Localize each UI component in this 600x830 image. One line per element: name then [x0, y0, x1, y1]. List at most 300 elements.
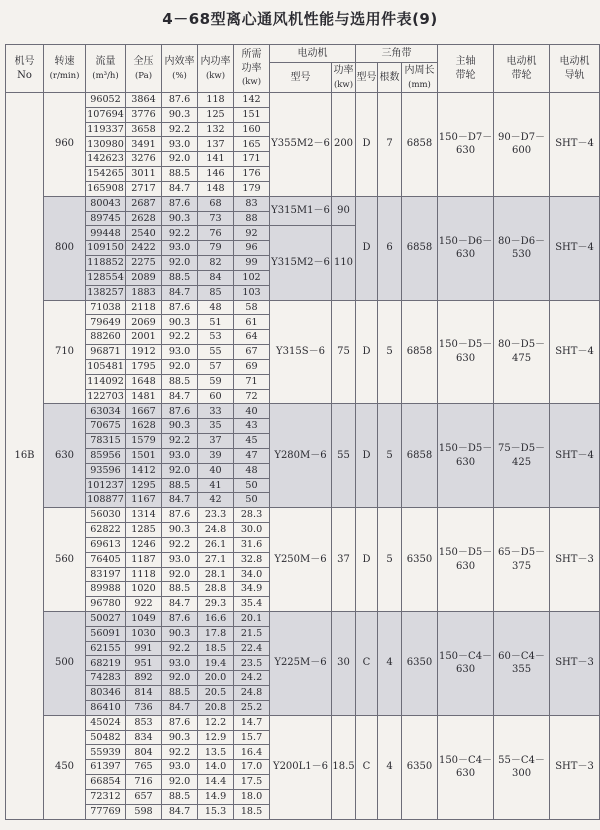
main-pulley-cell: 150－C4－ 630 [438, 611, 494, 715]
motor-pulley-cell: 65－D5－ 375 [494, 508, 550, 612]
flow-cell: 80043 [86, 196, 126, 211]
motor-power-cell: 110 [332, 226, 356, 300]
pressure-cell: 3276 [126, 152, 162, 167]
required-power-cell: 28.3 [234, 508, 270, 523]
pressure-cell: 922 [126, 597, 162, 612]
efficiency-cell: 88.5 [162, 167, 198, 182]
internal-power-cell: 48 [198, 300, 234, 315]
internal-power-cell: 23.3 [198, 508, 234, 523]
efficiency-cell: 88.5 [162, 789, 198, 804]
pressure-cell: 736 [126, 700, 162, 715]
required-power-cell: 58 [234, 300, 270, 315]
required-power-cell: 40 [234, 404, 270, 419]
motor-model-cell: Y315M1－6 [270, 196, 332, 226]
required-power-cell: 23.5 [234, 656, 270, 671]
col-header-internal-power: 内功率 (kw) [198, 45, 234, 93]
efficiency-cell: 84.7 [162, 285, 198, 300]
required-power-cell: 14.7 [234, 715, 270, 730]
flow-cell: 72312 [86, 789, 126, 804]
col-header-internal-efficiency: 内效率 (%) [162, 45, 198, 93]
motor-power-cell: 30 [332, 611, 356, 715]
internal-power-cell: 18.5 [198, 641, 234, 656]
required-power-cell: 22.4 [234, 641, 270, 656]
efficiency-cell: 87.6 [162, 508, 198, 523]
belt-length-cell: 6858 [402, 93, 438, 197]
pressure-cell: 2069 [126, 315, 162, 330]
internal-power-cell: 84 [198, 270, 234, 285]
main-pulley-cell: 150－D7－ 630 [438, 93, 494, 197]
pressure-cell: 2628 [126, 211, 162, 226]
internal-power-cell: 28.1 [198, 567, 234, 582]
col-header-belt-type: 型号 [356, 63, 378, 93]
required-power-cell: 99 [234, 256, 270, 271]
internal-power-cell: 125 [198, 107, 234, 122]
pressure-cell: 1030 [126, 626, 162, 641]
internal-power-cell: 51 [198, 315, 234, 330]
pressure-cell: 1883 [126, 285, 162, 300]
flow-cell: 76405 [86, 552, 126, 567]
required-power-cell: 71 [234, 374, 270, 389]
flow-cell: 85956 [86, 448, 126, 463]
efficiency-cell: 87.6 [162, 300, 198, 315]
belt-count-cell: 5 [378, 300, 402, 404]
efficiency-cell: 87.6 [162, 196, 198, 211]
internal-power-cell: 12.2 [198, 715, 234, 730]
internal-power-cell: 33 [198, 404, 234, 419]
internal-power-cell: 55 [198, 345, 234, 360]
efficiency-cell: 84.7 [162, 389, 198, 404]
required-power-cell: 16.4 [234, 745, 270, 760]
flow-cell: 105481 [86, 359, 126, 374]
required-power-cell: 92 [234, 226, 270, 241]
efficiency-cell: 92.2 [162, 745, 198, 760]
belt-count-cell: 4 [378, 715, 402, 819]
internal-power-cell: 137 [198, 137, 234, 152]
internal-power-cell: 19.4 [198, 656, 234, 671]
internal-power-cell: 14.0 [198, 760, 234, 775]
col-header-motor-model: 型号 [270, 63, 332, 93]
motor-model-cell: Y315S－6 [270, 300, 332, 404]
flow-cell: 107694 [86, 107, 126, 122]
efficiency-cell: 92.0 [162, 152, 198, 167]
efficiency-cell: 88.5 [162, 270, 198, 285]
pressure-cell: 3864 [126, 93, 162, 108]
flow-cell: 96780 [86, 597, 126, 612]
pressure-cell: 1501 [126, 448, 162, 463]
speed-cell: 500 [44, 611, 86, 715]
flow-cell: 71038 [86, 300, 126, 315]
motor-model-cell: Y355M2－6 [270, 93, 332, 197]
required-power-cell: 47 [234, 448, 270, 463]
efficiency-cell: 92.2 [162, 122, 198, 137]
col-header-required-power: 所需 功率 (kw) [234, 45, 270, 93]
main-pulley-cell: 150－C4－ 630 [438, 715, 494, 819]
required-power-cell: 61 [234, 315, 270, 330]
pressure-cell: 1167 [126, 493, 162, 508]
required-power-cell: 176 [234, 167, 270, 182]
speed-cell: 450 [44, 715, 86, 819]
pressure-cell: 3491 [126, 137, 162, 152]
motor-rail-cell: SHT－3 [550, 508, 600, 612]
motor-rail-cell: SHT－4 [550, 196, 600, 300]
motor-rail-cell: SHT－3 [550, 611, 600, 715]
flow-cell: 50027 [86, 611, 126, 626]
required-power-cell: 48 [234, 463, 270, 478]
required-power-cell: 103 [234, 285, 270, 300]
flow-cell: 45024 [86, 715, 126, 730]
required-power-cell: 17.5 [234, 775, 270, 790]
pressure-cell: 2089 [126, 270, 162, 285]
speed-cell: 560 [44, 508, 86, 612]
internal-power-cell: 17.8 [198, 626, 234, 641]
internal-power-cell: 20.0 [198, 671, 234, 686]
pressure-cell: 1187 [126, 552, 162, 567]
motor-model-cell: Y315M2－6 [270, 226, 332, 300]
flow-cell: 128554 [86, 270, 126, 285]
efficiency-cell: 93.0 [162, 137, 198, 152]
required-power-cell: 151 [234, 107, 270, 122]
required-power-cell: 67 [234, 345, 270, 360]
efficiency-cell: 92.0 [162, 256, 198, 271]
pressure-cell: 2422 [126, 241, 162, 256]
pressure-cell: 765 [126, 760, 162, 775]
efficiency-cell: 88.5 [162, 374, 198, 389]
efficiency-cell: 84.7 [162, 597, 198, 612]
pressure-cell: 1628 [126, 419, 162, 434]
internal-power-cell: 132 [198, 122, 234, 137]
flow-cell: 77769 [86, 804, 126, 819]
table-row [6, 404, 600, 419]
efficiency-cell: 90.3 [162, 107, 198, 122]
flow-cell: 118852 [86, 256, 126, 271]
belt-length-cell: 6350 [402, 611, 438, 715]
pressure-cell: 1795 [126, 359, 162, 374]
efficiency-cell: 84.7 [162, 493, 198, 508]
internal-power-cell: 39 [198, 448, 234, 463]
table-row [6, 611, 600, 626]
motor-pulley-cell: 55－C4－ 300 [494, 715, 550, 819]
flow-cell: 66854 [86, 775, 126, 790]
speed-cell: 800 [44, 196, 86, 300]
pressure-cell: 991 [126, 641, 162, 656]
col-header-motor-rail: 电动机 导轨 [550, 45, 600, 93]
flow-cell: 62155 [86, 641, 126, 656]
internal-power-cell: 42 [198, 493, 234, 508]
flow-cell: 80346 [86, 686, 126, 701]
motor-power-cell: 18.5 [332, 715, 356, 819]
col-header-motor-power: 功率 (kw) [332, 63, 356, 93]
main-pulley-cell: 150－D5－ 630 [438, 404, 494, 508]
belt-length-cell: 6858 [402, 196, 438, 300]
motor-rail-cell: SHT－3 [550, 715, 600, 819]
table-row [6, 715, 600, 730]
required-power-cell: 24.2 [234, 671, 270, 686]
flow-cell: 70675 [86, 419, 126, 434]
pressure-cell: 853 [126, 715, 162, 730]
belt-count-cell: 4 [378, 611, 402, 715]
pressure-cell: 892 [126, 671, 162, 686]
pressure-cell: 1285 [126, 523, 162, 538]
required-power-cell: 20.1 [234, 611, 270, 626]
flow-cell: 69613 [86, 537, 126, 552]
required-power-cell: 83 [234, 196, 270, 211]
flow-cell: 109150 [86, 241, 126, 256]
pressure-cell: 951 [126, 656, 162, 671]
efficiency-cell: 90.3 [162, 315, 198, 330]
required-power-cell: 35.4 [234, 597, 270, 612]
pressure-cell: 2001 [126, 330, 162, 345]
table-row [6, 300, 600, 315]
pressure-cell: 3011 [126, 167, 162, 182]
flow-cell: 119337 [86, 122, 126, 137]
flow-cell: 68219 [86, 656, 126, 671]
pressure-cell: 2717 [126, 181, 162, 196]
motor-model-cell: Y200L1－6 [270, 715, 332, 819]
pressure-cell: 1667 [126, 404, 162, 419]
efficiency-cell: 93.0 [162, 448, 198, 463]
internal-power-cell: 24.8 [198, 523, 234, 538]
pressure-cell: 1481 [126, 389, 162, 404]
internal-power-cell: 13.5 [198, 745, 234, 760]
flow-cell: 101237 [86, 478, 126, 493]
motor-pulley-cell: 90－D7－ 600 [494, 93, 550, 197]
flow-cell: 62822 [86, 523, 126, 538]
motor-power-cell: 55 [332, 404, 356, 508]
internal-power-cell: 37 [198, 434, 234, 449]
efficiency-cell: 92.0 [162, 567, 198, 582]
internal-power-cell: 20.8 [198, 700, 234, 715]
required-power-cell: 21.5 [234, 626, 270, 641]
internal-power-cell: 59 [198, 374, 234, 389]
internal-power-cell: 141 [198, 152, 234, 167]
efficiency-cell: 88.5 [162, 478, 198, 493]
efficiency-cell: 90.3 [162, 626, 198, 641]
internal-power-cell: 26.1 [198, 537, 234, 552]
belt-count-cell: 5 [378, 508, 402, 612]
required-power-cell: 24.8 [234, 686, 270, 701]
pressure-cell: 814 [126, 686, 162, 701]
belt-count-cell: 5 [378, 404, 402, 508]
required-power-cell: 142 [234, 93, 270, 108]
flow-cell: 114092 [86, 374, 126, 389]
efficiency-cell: 92.2 [162, 537, 198, 552]
pressure-cell: 1020 [126, 582, 162, 597]
required-power-cell: 102 [234, 270, 270, 285]
pressure-cell: 834 [126, 730, 162, 745]
internal-power-cell: 41 [198, 478, 234, 493]
motor-power-cell: 75 [332, 300, 356, 404]
required-power-cell: 171 [234, 152, 270, 167]
motor-model-cell: Y225M－6 [270, 611, 332, 715]
motor-pulley-cell: 75－D5－ 425 [494, 404, 550, 508]
required-power-cell: 165 [234, 137, 270, 152]
pressure-cell: 1579 [126, 434, 162, 449]
motor-model-cell: Y280M－6 [270, 404, 332, 508]
efficiency-cell: 92.2 [162, 434, 198, 449]
flow-cell: 96052 [86, 93, 126, 108]
col-header-motor-pulley: 电动机 带轮 [494, 45, 550, 93]
motor-power-cell: 90 [332, 196, 356, 226]
internal-power-cell: 82 [198, 256, 234, 271]
flow-cell: 142623 [86, 152, 126, 167]
required-power-cell: 34.0 [234, 567, 270, 582]
pressure-cell: 2687 [126, 196, 162, 211]
flow-cell: 99448 [86, 226, 126, 241]
flow-cell: 50482 [86, 730, 126, 745]
motor-rail-cell: SHT－4 [550, 93, 600, 197]
efficiency-cell: 93.0 [162, 552, 198, 567]
flow-cell: 61397 [86, 760, 126, 775]
motor-rail-cell: SHT－4 [550, 404, 600, 508]
internal-power-cell: 16.6 [198, 611, 234, 626]
required-power-cell: 50 [234, 478, 270, 493]
col-header-belt-length: 内周长 (mm) [402, 63, 438, 93]
page-title: 4－68型离心通风机性能与选用件表(9) [162, 10, 438, 28]
required-power-cell: 160 [234, 122, 270, 137]
pressure-cell: 3776 [126, 107, 162, 122]
flow-cell: 138257 [86, 285, 126, 300]
internal-power-cell: 12.9 [198, 730, 234, 745]
efficiency-cell: 90.3 [162, 523, 198, 538]
required-power-cell: 18.5 [234, 804, 270, 819]
flow-cell: 74283 [86, 671, 126, 686]
flow-cell: 89745 [86, 211, 126, 226]
belt-length-cell: 6858 [402, 300, 438, 404]
efficiency-cell: 92.0 [162, 359, 198, 374]
internal-power-cell: 15.3 [198, 804, 234, 819]
required-power-cell: 64 [234, 330, 270, 345]
efficiency-cell: 88.5 [162, 686, 198, 701]
main-pulley-cell: 150－D5－ 630 [438, 508, 494, 612]
efficiency-cell: 84.7 [162, 700, 198, 715]
main-pulley-cell: 150－D6－ 630 [438, 196, 494, 300]
col-header-belt-count: 根数 [378, 63, 402, 93]
efficiency-cell: 87.6 [162, 404, 198, 419]
col-header-speed: 转速 (r/min) [44, 45, 86, 93]
flow-cell: 56030 [86, 508, 126, 523]
internal-power-cell: 79 [198, 241, 234, 256]
flow-cell: 56091 [86, 626, 126, 641]
required-power-cell: 25.2 [234, 700, 270, 715]
pressure-cell: 3658 [126, 122, 162, 137]
pressure-cell: 1412 [126, 463, 162, 478]
efficiency-cell: 92.0 [162, 463, 198, 478]
belt-type-cell: C [356, 715, 378, 819]
efficiency-cell: 93.0 [162, 241, 198, 256]
pressure-cell: 1912 [126, 345, 162, 360]
required-power-cell: 69 [234, 359, 270, 374]
required-power-cell: 30.0 [234, 523, 270, 538]
pressure-cell: 1295 [126, 478, 162, 493]
internal-power-cell: 40 [198, 463, 234, 478]
internal-power-cell: 57 [198, 359, 234, 374]
col-header-v-belt: 三角带 [356, 45, 438, 63]
efficiency-cell: 92.2 [162, 226, 198, 241]
internal-power-cell: 29.3 [198, 597, 234, 612]
speed-cell: 960 [44, 93, 86, 197]
belt-type-cell: C [356, 611, 378, 715]
flow-cell: 83197 [86, 567, 126, 582]
efficiency-cell: 90.3 [162, 730, 198, 745]
flow-cell: 86410 [86, 700, 126, 715]
pressure-cell: 1118 [126, 567, 162, 582]
belt-count-cell: 7 [378, 93, 402, 197]
pressure-cell: 1314 [126, 508, 162, 523]
internal-power-cell: 20.5 [198, 686, 234, 701]
motor-model-cell: Y250M－6 [270, 508, 332, 612]
required-power-cell: 18.0 [234, 789, 270, 804]
flow-cell: 154265 [86, 167, 126, 182]
efficiency-cell: 84.7 [162, 181, 198, 196]
internal-power-cell: 14.9 [198, 789, 234, 804]
motor-pulley-cell: 60－C4－ 355 [494, 611, 550, 715]
flow-cell: 93596 [86, 463, 126, 478]
efficiency-cell: 88.5 [162, 582, 198, 597]
internal-power-cell: 60 [198, 389, 234, 404]
flow-cell: 130980 [86, 137, 126, 152]
flow-cell: 55939 [86, 745, 126, 760]
motor-rail-cell: SHT－4 [550, 300, 600, 404]
required-power-cell: 45 [234, 434, 270, 449]
internal-power-cell: 27.1 [198, 552, 234, 567]
pressure-cell: 1648 [126, 374, 162, 389]
flow-cell: 78315 [86, 434, 126, 449]
efficiency-cell: 92.2 [162, 330, 198, 345]
internal-power-cell: 53 [198, 330, 234, 345]
required-power-cell: 96 [234, 241, 270, 256]
efficiency-cell: 84.7 [162, 804, 198, 819]
internal-power-cell: 35 [198, 419, 234, 434]
table-row [6, 508, 600, 523]
efficiency-cell: 92.0 [162, 671, 198, 686]
table-row [6, 93, 600, 108]
flow-cell: 122703 [86, 389, 126, 404]
efficiency-cell: 92.0 [162, 775, 198, 790]
belt-length-cell: 6858 [402, 404, 438, 508]
col-header-motor: 电动机 [270, 45, 356, 63]
efficiency-cell: 90.3 [162, 419, 198, 434]
motor-power-cell: 200 [332, 93, 356, 197]
internal-power-cell: 28.8 [198, 582, 234, 597]
internal-power-cell: 146 [198, 167, 234, 182]
efficiency-cell: 92.2 [162, 641, 198, 656]
internal-power-cell: 85 [198, 285, 234, 300]
required-power-cell: 31.6 [234, 537, 270, 552]
flow-cell: 89988 [86, 582, 126, 597]
col-header-model-no: 机号 No [6, 45, 44, 93]
table-row [6, 196, 600, 211]
speed-cell: 710 [44, 300, 86, 404]
required-power-cell: 50 [234, 493, 270, 508]
required-power-cell: 179 [234, 181, 270, 196]
belt-type-cell: D [356, 196, 378, 300]
col-header-main-pulley: 主轴 带轮 [438, 45, 494, 93]
pressure-cell: 1049 [126, 611, 162, 626]
internal-power-cell: 14.4 [198, 775, 234, 790]
col-header-pressure: 全压 (Pa) [126, 45, 162, 93]
efficiency-cell: 87.6 [162, 93, 198, 108]
efficiency-cell: 90.3 [162, 211, 198, 226]
pressure-cell: 657 [126, 789, 162, 804]
required-power-cell: 72 [234, 389, 270, 404]
motor-power-cell: 37 [332, 508, 356, 612]
required-power-cell: 34.9 [234, 582, 270, 597]
belt-type-cell: D [356, 300, 378, 404]
pressure-cell: 716 [126, 775, 162, 790]
belt-type-cell: D [356, 404, 378, 508]
flow-cell: 165908 [86, 181, 126, 196]
belt-count-cell: 6 [378, 196, 402, 300]
